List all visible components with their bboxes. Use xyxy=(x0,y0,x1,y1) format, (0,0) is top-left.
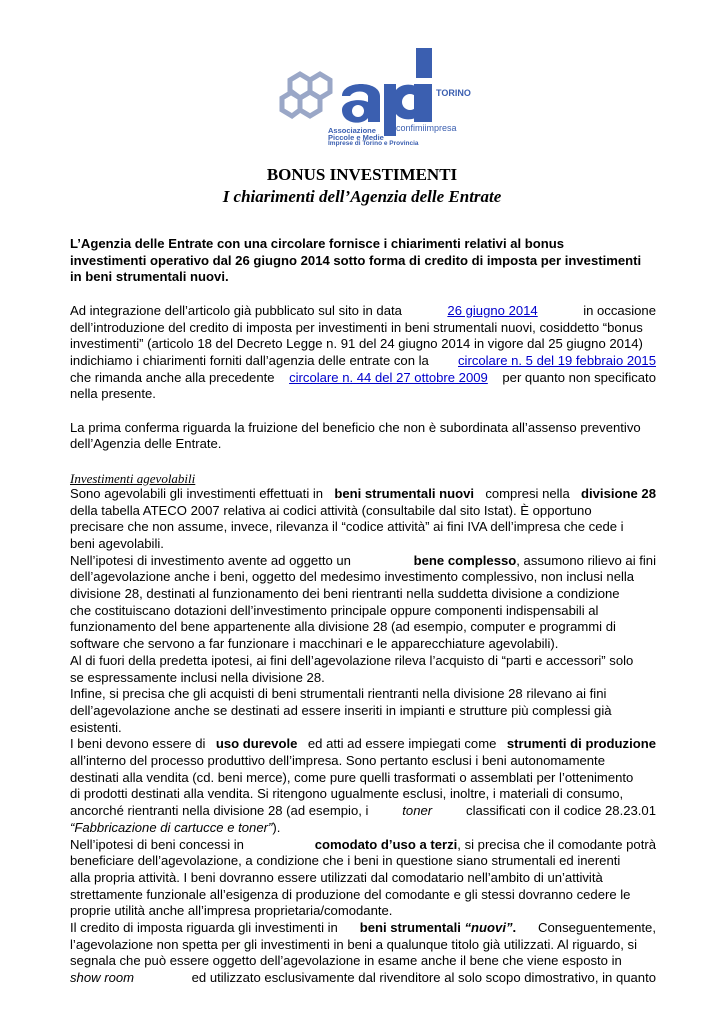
paragraph-4 xyxy=(70,553,656,653)
p9-line4-italic: show room xyxy=(70,970,135,986)
p7-line6-end: ). xyxy=(272,819,281,835)
p9-line-2: l’agevolazione non spetta per gli investimenti in beni a qualunque titolo già utilizzati. Al riguardo, si xyxy=(70,936,638,952)
p4-bold-b: bene complesso xyxy=(413,552,517,568)
p7-line-2: all’interno del processo produttivo dell’impresa. Sono pertanto esclusi i beni autonomamente xyxy=(70,753,605,769)
p9-bold-italic-c: “nuovi” xyxy=(464,920,513,936)
p3-line-2: della tabella ATECO 2007 relativa ai codici attività (consultabile dal sito Istat). È opportuno xyxy=(70,502,592,518)
p7-line5-a: ancorché rientranti nella divisione 28 (ad esempio, i xyxy=(70,803,369,819)
section-heading: Investimenti agevolabili xyxy=(70,470,196,486)
p4-line-6: software che servono a far funzionare i macchinari e le apparecchiature agevolabili). xyxy=(70,636,559,652)
p4-line-3: divisione 28, destinati al funzionamento dei beni rientranti nella suddetta divisione a condizione xyxy=(70,586,620,602)
p1-line4-text: indichiamo i chiarimenti forniti dall’agenzia delle entrate con la xyxy=(70,352,429,368)
paragraph-2 xyxy=(70,420,656,453)
logo-assoc-line3: Imprese di Torino e Provincia xyxy=(328,140,419,147)
p1-line-2: dell’introduzione del credito di imposta per investimenti in beni strumentali nuovi, cosiddetto “bonus xyxy=(70,319,643,335)
p1-line5-text: che rimanda anche alla precedente xyxy=(70,369,275,385)
p8-bold-b: comodato d’uso a terzi xyxy=(314,836,458,852)
link-circolare-5-2015[interactable]: circolare n. 5 del 19 febbraio 2015 xyxy=(458,352,656,368)
logo-assoc-line2: Piccole e Medie xyxy=(328,133,384,140)
p7-line5-c: classificati con il codice 28.23.01 xyxy=(466,803,656,819)
p8-line-4: strettamente funzionale all’esigenza di produzione del comodante e gli stessi dovranno cedere le xyxy=(70,886,631,902)
link-circolare-44-2009[interactable]: circolare n. 44 del 27 ottobre 2009 xyxy=(289,369,488,385)
p1-line1-end: in occasione xyxy=(583,302,656,318)
p3-bold-d: divisione 28 xyxy=(581,485,656,501)
p6-line-1: Infine, si precisa che gli acquisti di beni strumentali rientranti nella divisione 28 rilevano ai fini xyxy=(70,686,607,702)
paragraph-1 xyxy=(70,303,656,403)
p9-bold-b: beni strumentali xyxy=(359,920,461,936)
paragraph-3 xyxy=(70,486,656,553)
intro-line-2: investimenti operativo dal 26 giugno 2014 sotto forma di credito di imposta per investimenti xyxy=(70,252,642,268)
p7-text-c: ed atti ad essere impiegati come xyxy=(307,736,497,752)
p6-line-2: dell’agevolazione anche se destinati ad essere inseriti in impianti e strutture più complessi già xyxy=(70,702,612,718)
p8-text-a: Nell’ipotesi di beni concessi in xyxy=(70,836,244,852)
p4-line-5: funzionamento del bene appartenente alla divisione 28 (ad esempio, computer e programmi di xyxy=(70,619,616,635)
p5-line-1: Al di fuori della predetta ipotesi, ai fini dell’agevolazione rileva l’acquisto di “parti e accessori” solo xyxy=(70,652,634,668)
p8-line-5: proprie utilità anche all’impresa proprietaria/comodante. xyxy=(70,903,393,919)
p8-text-c: , si precisa che il comodante potrà xyxy=(457,836,656,852)
logo-city: TORINO xyxy=(436,88,471,98)
p1-line5-end: per quanto non specificato xyxy=(502,369,656,385)
logo-confimi: confimiimpresa xyxy=(396,123,457,133)
paragraph-8 xyxy=(70,837,656,921)
link-26-giugno-2014[interactable]: 26 giugno 2014 xyxy=(447,302,538,318)
p3-text-c: compresi nella xyxy=(485,485,570,501)
document-body xyxy=(70,236,656,987)
p9-text-a: Il credito di imposta riguarda gli investimenti in xyxy=(70,920,338,936)
p1-line1-text: Ad integrazione dell’articolo già pubblicato sul sito in data xyxy=(70,302,402,318)
api-torino-logo xyxy=(270,40,500,147)
title-block xyxy=(0,164,724,208)
p7-line5-italic: toner xyxy=(402,803,433,819)
paragraph-9 xyxy=(70,920,656,987)
intro-paragraph xyxy=(70,236,656,286)
p9-bold-d: . xyxy=(512,920,517,936)
p5-line-2: se espressamente inclusi nella divisione 28. xyxy=(70,669,325,685)
hexagon-pattern-icon xyxy=(282,74,330,116)
paragraph-7 xyxy=(70,736,656,836)
p7-bold-b: uso durevole xyxy=(215,736,298,752)
p7-bold-d: strumenti di produzione xyxy=(506,736,656,752)
paragraph-6 xyxy=(70,686,656,736)
p6-line-3: esistenti. xyxy=(70,719,122,735)
p8-line-3: alla propria attività. I beni dovranno essere utilizzati dal comodatario nell’ambito di un’attività xyxy=(70,869,603,885)
p4-line-2: dell’agevolazione anche i beni, oggetto del medesimo investimento complessivo, non inclusi nella xyxy=(70,569,635,585)
p2-line-1: La prima conferma riguarda la fruizione del beneficio che non è subordinata all’assenso preventivo xyxy=(70,419,641,435)
page-subtitle: I chiarimenti dell’Agenzia delle Entrate xyxy=(222,187,502,206)
p3-bold-b: beni strumentali nuovi xyxy=(334,485,475,501)
logo-assoc-line1: Associazione xyxy=(328,126,376,135)
p1-line-6: nella presente. xyxy=(70,386,156,402)
p7-line6-italic: “Fabbricazione di cartucce e toner” xyxy=(70,819,273,835)
intro-line-3: in beni strumentali nuovi. xyxy=(70,269,229,285)
p9-line-3: segnala che può essere oggetto dell’agevolazione in esame anche il bene che viene esposto in xyxy=(70,953,622,969)
p7-text-a: I beni devono essere di xyxy=(70,736,206,752)
paragraph-5 xyxy=(70,653,656,686)
p4-line-4: che costituiscano dotazioni dell’investimento principale oppure componenti indispensabili al xyxy=(70,602,599,618)
p2-line-2: dell’Agenzia delle Entrate. xyxy=(70,436,222,452)
p3-line-4: beni agevolabili. xyxy=(70,535,164,551)
p7-line-3: destinati alla vendita (cd. beni merce), come pure quelli trasformati o assemblati per l’ottenimento xyxy=(70,769,634,785)
p9-text-e: Conseguentemente, xyxy=(538,920,656,936)
p9-line4-text: ed utilizzato esclusivamente dal rivenditore al solo scopo dimostrativo, in quanto xyxy=(191,970,656,986)
page-title: BONUS INVESTIMENTI xyxy=(266,165,458,184)
logo-graphic xyxy=(270,40,500,140)
p4-text-c: , assumono rilievo ai fini xyxy=(516,552,656,568)
p1-line-3: investimenti” (articolo 18 del Decreto Legge n. 91 del 24 giugno 2014 in vigore dal 25 giugno 2014) xyxy=(70,336,643,352)
p8-line-2: beneficiare dell’agevolazione, a condizione che i beni in questione siano strumentali ed inerenti xyxy=(70,853,621,869)
intro-line-1: L’Agenzia delle Entrate con una circolare fornisce i chiarimenti relativi al bonus xyxy=(70,236,565,251)
p3-text-a: Sono agevolabili gli investimenti effettuati in xyxy=(70,485,324,501)
p4-text-a: Nell’ipotesi di investimento avente ad oggetto un xyxy=(70,552,351,568)
p3-line-3: precisare che non assume, invece, rilevanza il “codice attività” ai fini IVA dell’impresa che cede i xyxy=(70,519,624,535)
p7-line-4: di prodotti destinati alla vendita. Si ritengono ugualmente esclusi, inoltre, i materiali di consumo, xyxy=(70,786,624,802)
